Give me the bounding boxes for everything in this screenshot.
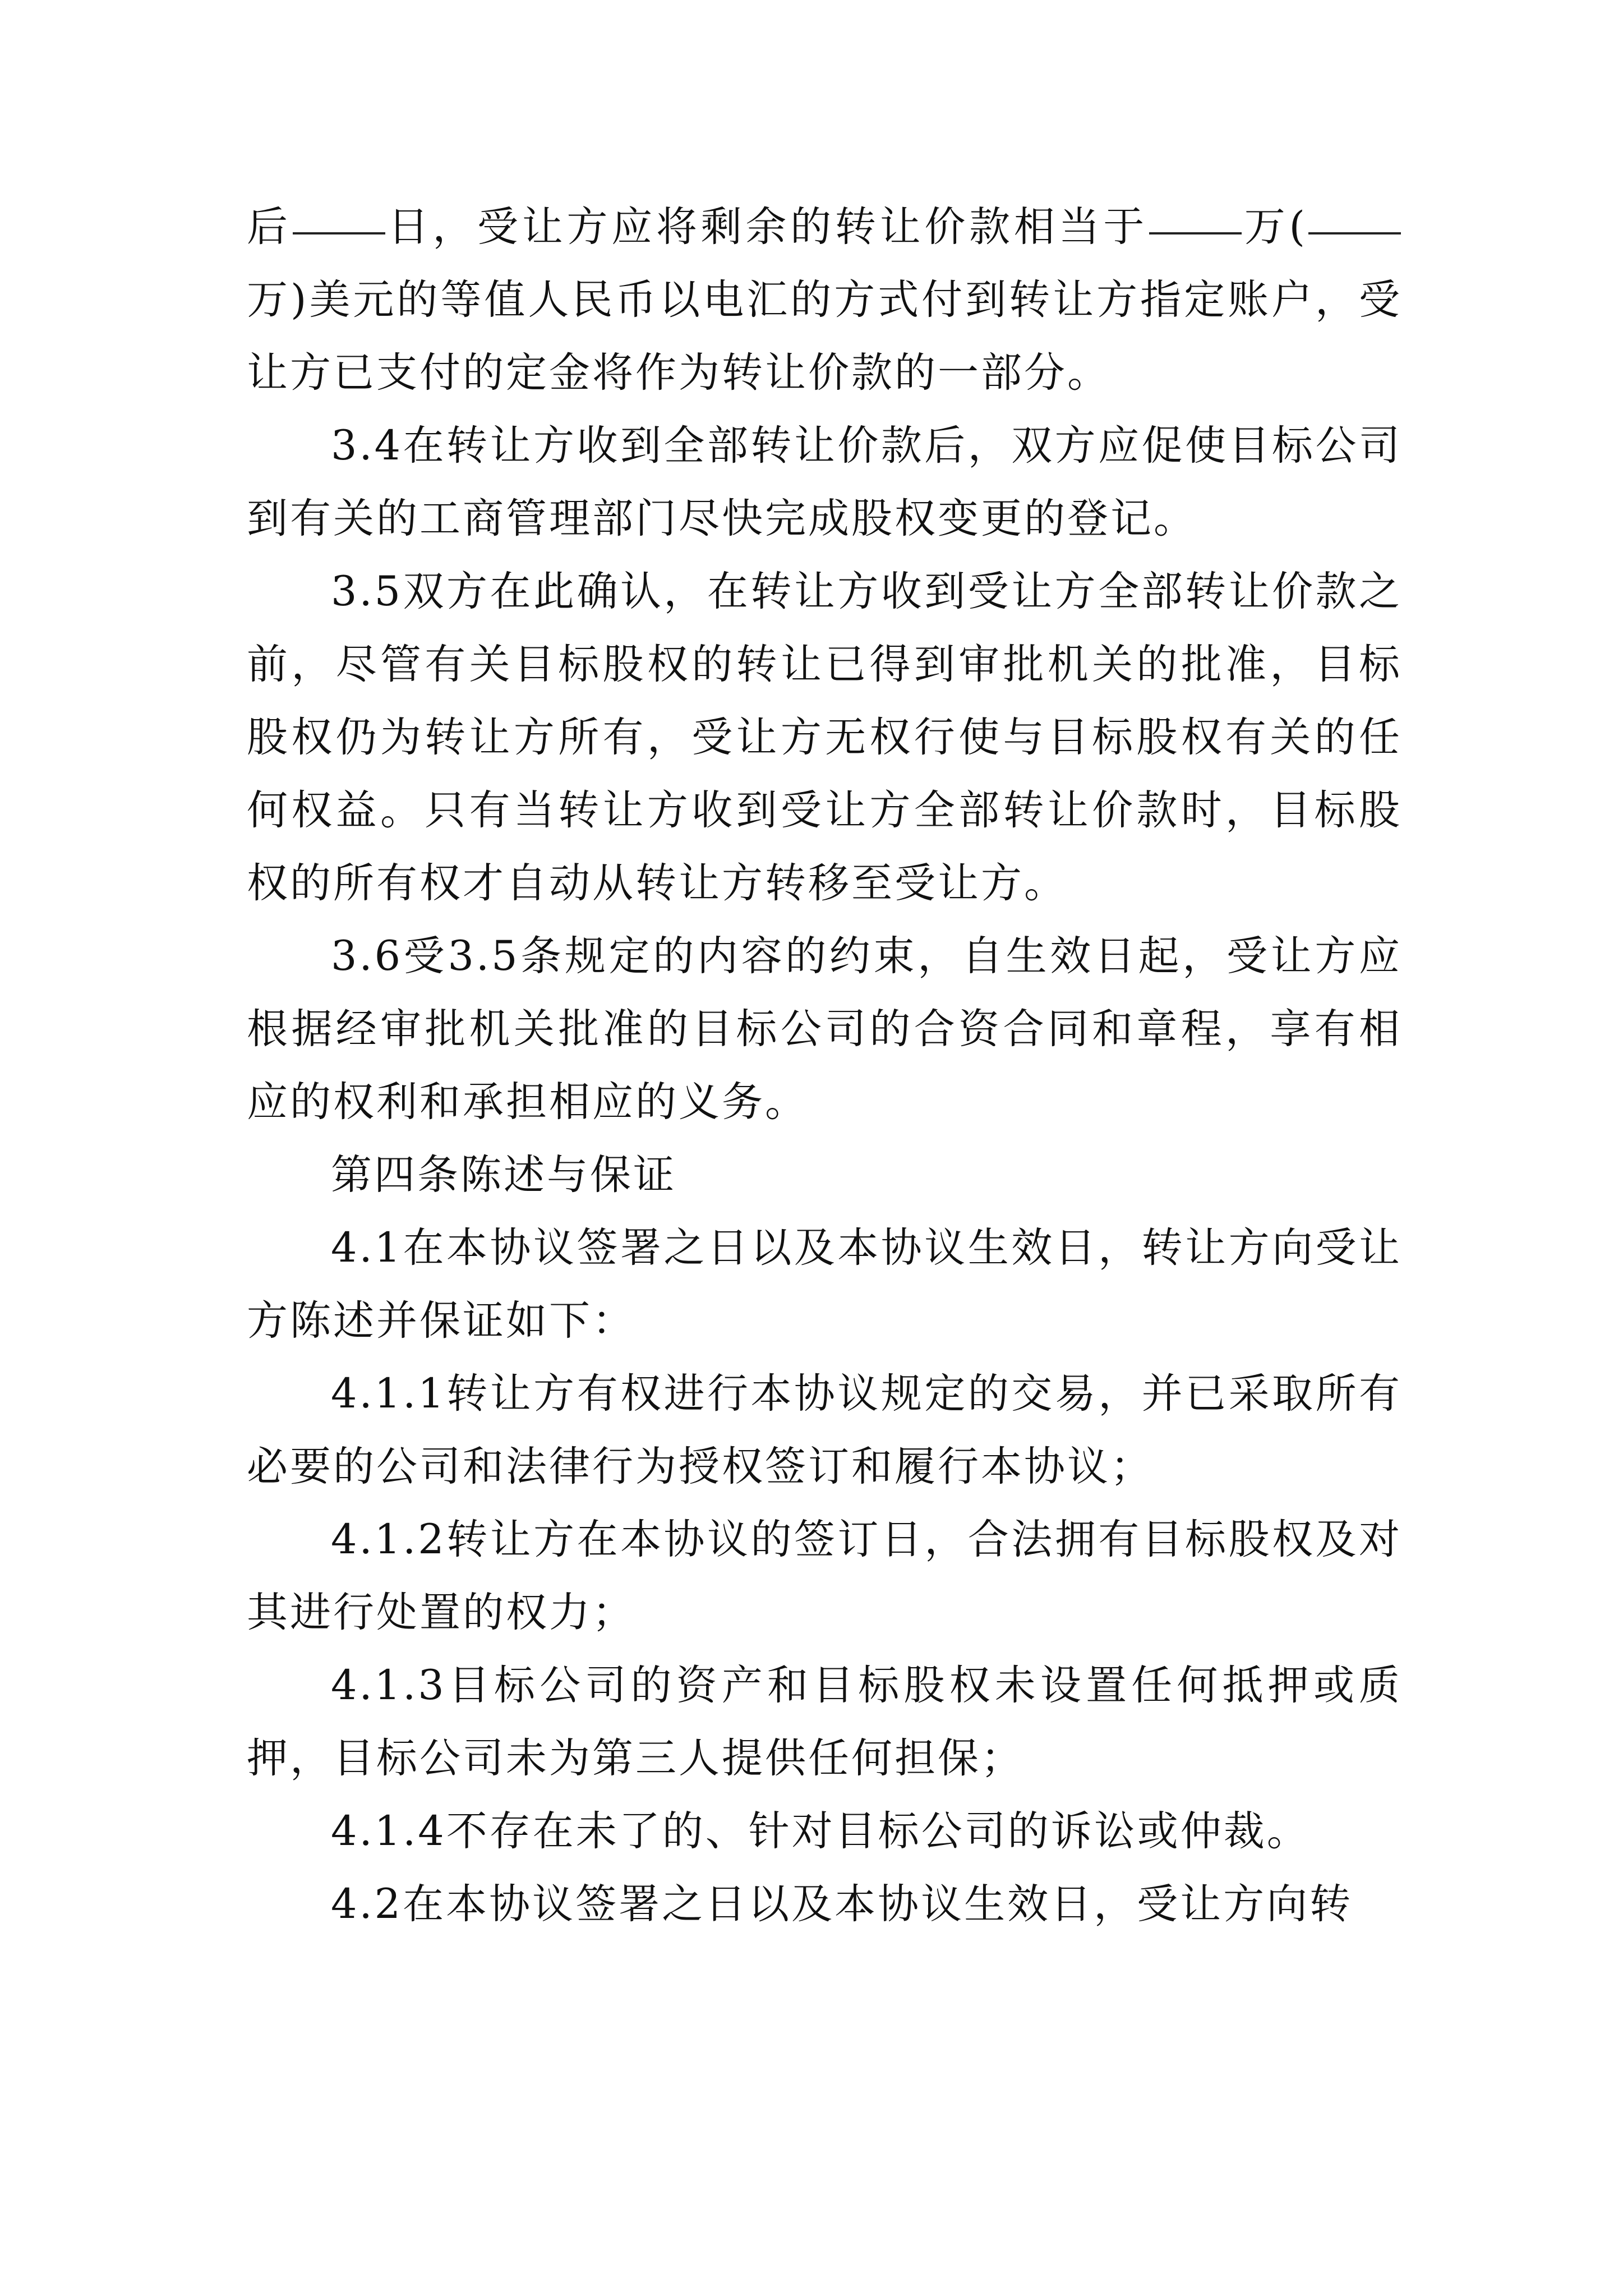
paragraph-4-2: 4.2在本协议签署之日以及本协议生效日，受让方向转 bbox=[331, 1880, 1353, 1928]
blank-field bbox=[1149, 232, 1242, 234]
paragraph-4-1: 4.1在本协议签署之日以及本协议生效日，转让方向受让方陈述并保证如下： bbox=[247, 1224, 1402, 1345]
text-run: 万)美元的等值人民币以电汇的方式付到转让方指定账户，受让方已支付的定金将作为转让价款的一部分。 bbox=[247, 276, 1402, 397]
text-run: 日，受让方应将剩余的转让价款相当于 bbox=[386, 203, 1149, 251]
text-run: 后 bbox=[247, 203, 292, 251]
section-heading-article-4: 第四条陈述与保证 bbox=[331, 1151, 676, 1199]
paragraph-3-4: 3.4在转让方收到全部转让价款后，双方应促使目标公司到有关的工商管理部门尽快完成股权变更的登记。 bbox=[247, 422, 1402, 542]
text-run: 万( bbox=[1243, 203, 1308, 251]
paragraph-3-5: 3.5双方在此确认，在转让方收到受让方全部转让价款之前，尽管有关目标股权的转让已得到审批机关的批准，目标股权仍为转让方所有，受让方无权行使与目标股权有关的任何权益。只有当转让方收到受让方全部转让价款时，目标股权的所有权才自动从转让方转移至受让方。 bbox=[247, 568, 1402, 907]
blank-field bbox=[293, 232, 385, 234]
paragraph-payment-continuation bbox=[247, 191, 1402, 409]
document-body bbox=[247, 191, 1402, 1941]
blank-field bbox=[1308, 232, 1401, 234]
paragraph-4-1-3: 4.1.3目标公司的资产和目标股权未设置任何抵押或质押，目标公司未为第三人提供任何担保； bbox=[247, 1662, 1402, 1782]
paragraph-4-1-2: 4.1.2转让方在本协议的签订日，合法拥有目标股权及对其进行处置的权力； bbox=[247, 1516, 1402, 1636]
paragraph-3-6: 3.6受3.5条规定的内容的约束，自生效日起，受让方应根据经审批机关批准的目标公司的合资合同和章程，享有相应的权利和承担相应的义务。 bbox=[247, 932, 1402, 1126]
paragraph-4-1-1: 4.1.1转让方有权进行本协议规定的交易，并已采取所有必要的公司和法律行为授权签订和履行本协议； bbox=[247, 1370, 1402, 1490]
paragraph-4-1-4: 4.1.4不存在未了的、针对目标公司的诉讼或仲裁。 bbox=[331, 1807, 1310, 1855]
